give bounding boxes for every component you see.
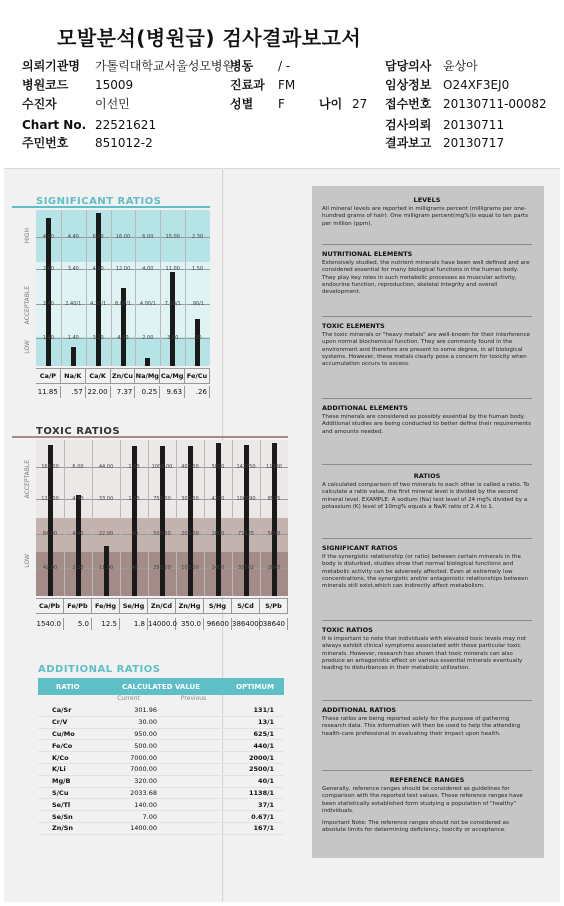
cell-optimum: 1138/1 xyxy=(249,788,274,797)
cell-current: 301.96 xyxy=(134,706,157,715)
sig-category-label: Zn/Cu xyxy=(111,369,136,383)
additional-elements-heading: ADDITIONAL ELEMENTS xyxy=(322,404,408,412)
cell-current: 7.00 xyxy=(142,812,157,821)
sig-tick-label: 1.50 xyxy=(191,266,204,273)
col-optimum: OPTIMUM xyxy=(235,682,275,691)
divider xyxy=(322,316,532,317)
sig-category-label: Ca/Mg xyxy=(160,369,185,383)
ratios-heading: RATIOS xyxy=(413,472,441,480)
cell-optimum: 2500/1 xyxy=(249,765,274,774)
tox-value-label: 1.8 xyxy=(120,618,148,630)
cell-optimum: 131/1 xyxy=(253,706,274,715)
toxic-low-label: LOW xyxy=(24,554,31,568)
sig-bar-fe-cu xyxy=(195,319,200,366)
reference-ranges-text: Generally, reference ranges should be considered as guidelines for comparison with the reported test values. These reference ranges have been statistically established form studying a population of "healthy" individuals. xyxy=(322,786,523,814)
label-request-date: 검사의뢰 xyxy=(385,118,432,132)
sig-category-label: Na/Mg xyxy=(135,369,160,383)
cell-ratio: Se/Sn xyxy=(52,812,73,821)
significant-ratios-values xyxy=(36,386,210,398)
tox-column-divider xyxy=(64,440,65,596)
sig-tick-label: 4.40 xyxy=(67,233,79,240)
tox-column-divider xyxy=(120,440,121,596)
sig-value-label: 22.00 xyxy=(86,386,111,398)
sig-tick-label: 2.40 xyxy=(42,300,54,307)
sig-category-label: Ca/P xyxy=(36,369,61,383)
sig-category-label: Fe/Cu xyxy=(185,369,210,383)
table-row xyxy=(38,705,284,717)
tox-tick-label: 5690 xyxy=(267,530,281,537)
tox-column-divider xyxy=(232,440,233,596)
sig-tick-label: .90/1 xyxy=(191,300,204,307)
table-row xyxy=(38,788,284,800)
tox-category-label: Fe/Pb xyxy=(64,599,92,613)
cell-ratio: S/Cu xyxy=(52,788,69,797)
sig-tick-label: 4.00/1 xyxy=(139,300,156,307)
label-doctor: 담당의사 xyxy=(385,59,432,73)
tox-tick-label: 168.00 xyxy=(41,463,59,470)
tox-bar-fe-hg xyxy=(104,546,109,596)
label-sex: 성별 xyxy=(230,97,254,111)
col-calculated-value: CALCULATED VALUE xyxy=(121,682,200,691)
toxic-ratios-values xyxy=(36,618,288,630)
tox-tick-label: 200.00 xyxy=(181,530,199,537)
tox-tick-label: 71125 xyxy=(238,530,254,537)
sig-value-label: .57 xyxy=(61,386,86,398)
tox-tick-label: 11.00 xyxy=(98,564,114,571)
sig-tick-label: 4.00 xyxy=(42,233,54,240)
significant-ratios-title: SIGNIFICANT RATIOS xyxy=(36,196,162,207)
toxic-ratios-title: TOXIC RATIOS xyxy=(36,426,121,437)
label-chart-no: Chart No. xyxy=(22,118,87,132)
significant-ratios-categories xyxy=(36,368,210,384)
tox-column-divider xyxy=(176,440,177,596)
sig-value-label: 0.25 xyxy=(135,386,160,398)
cell-ratio: Fe/Co xyxy=(52,741,73,750)
tox-value-label: 38640 xyxy=(260,618,288,630)
tox-category-label: Ca/Pb xyxy=(36,599,64,613)
toxic-ratios-chart xyxy=(36,440,288,596)
sig-high-label: HIGH xyxy=(24,228,31,244)
value-receipt-no: 20130711-00082 xyxy=(443,97,547,111)
sig-tick-label: 7.00/1 xyxy=(164,300,181,307)
value-request-date: 20130711 xyxy=(443,118,505,132)
value-ward: / - xyxy=(278,59,291,73)
tox-value-label: 14000.0 xyxy=(148,620,177,628)
significant-ratios-chart xyxy=(36,210,210,366)
cell-current: 140.00 xyxy=(134,800,157,809)
value-department: FM xyxy=(278,78,296,92)
tox-tick-label: 4200 xyxy=(211,496,225,503)
sig-tick-label: 4.20/1 xyxy=(90,300,107,307)
table-row xyxy=(38,811,284,823)
sig-value-label: .26 xyxy=(185,386,210,398)
additional-ratios-table xyxy=(38,678,284,835)
label-hospital-code: 병원코드 xyxy=(22,78,69,92)
tox-tick-label: 126.00 xyxy=(41,496,59,503)
value-clinical-info: O24XF3EJ0 xyxy=(443,78,510,92)
value-institution: 가톨릭대학교서울성모병원 xyxy=(95,59,235,73)
label-ward: 병동 xyxy=(230,59,254,73)
tox-column-divider xyxy=(204,440,205,596)
tox-tick-label: 1000.00 xyxy=(151,463,173,470)
tox-value-label: 3864000 xyxy=(232,620,264,628)
sig-value-label: 9.63 xyxy=(160,386,185,398)
reference-ranges-section xyxy=(322,776,532,835)
label-report-date: 결과보고 xyxy=(385,136,432,150)
sig-tick-label: 3.00 xyxy=(167,334,179,341)
cell-ratio: Cu/Mo xyxy=(52,729,75,738)
sig-tick-label: 2.60 xyxy=(42,266,54,273)
significant-ratios-info xyxy=(322,544,532,590)
sig-tick-label: 1.40 xyxy=(42,334,54,341)
significant-ratios-text: If the synergistic relationship (or ratio) between certain minerals in the body is disturbed, studies show that normal biological functions and metabolic activity can be adversely affected. Even at extremely low concentrations, the synergistic and/or antagonistic relationships between minerals still exist,which can indirectly affect metabolism. xyxy=(322,554,529,590)
table-row xyxy=(38,717,284,729)
tox-tick-label: 500.00 xyxy=(153,530,171,537)
reference-ranges-heading: REFERENCE RANGES xyxy=(389,776,465,784)
table-row xyxy=(38,764,284,776)
cell-ratio: Cr/V xyxy=(52,718,68,727)
tox-column-divider xyxy=(92,440,93,596)
tox-tick-label: 11380 xyxy=(266,463,282,470)
tox-value-label: 96600 xyxy=(204,618,232,630)
sig-tick-label: 12.00 xyxy=(115,266,131,273)
additional-elements-section xyxy=(322,404,532,436)
tox-category-label: Zn/Cd xyxy=(148,599,176,613)
additional-ratios-text: These ratios are being reported solely for the purpose of gathering research data. This information will then be used to help the attending health-care professional in evaluating their impact upon health. xyxy=(322,716,521,737)
sig-value-label: 11.85 xyxy=(36,386,61,398)
toxic-elements-section xyxy=(322,322,532,368)
sig-tick-label: 4.00 xyxy=(117,334,129,341)
value-chart-no: 22521621 xyxy=(95,118,157,132)
sig-tick-label: 15.00 xyxy=(165,233,180,240)
table-row xyxy=(38,799,284,811)
sig-tick-label: 1.40 xyxy=(67,334,79,341)
tox-tick-label: .90 xyxy=(130,530,138,537)
cell-optimum: 40/1 xyxy=(258,777,274,786)
cell-current: 7000.00 xyxy=(130,765,157,774)
sig-tick-label: 4.00 xyxy=(92,266,104,273)
tox-tick-label: 250.00 xyxy=(153,564,171,571)
tox-category-label: Zn/Hg xyxy=(176,599,204,613)
table-row xyxy=(38,823,284,835)
tox-tick-label: 1400 xyxy=(211,564,225,571)
cell-current: 1400.00 xyxy=(130,824,157,833)
ratios-section xyxy=(322,472,532,511)
tox-category-label: S/Hg xyxy=(204,599,232,613)
cell-current: 500.00 xyxy=(134,741,157,750)
value-report-date: 20130717 xyxy=(443,136,505,150)
tox-tick-label: 400.00 xyxy=(181,463,199,470)
tox-bar-fe-pb xyxy=(76,495,81,596)
table-row xyxy=(38,740,284,752)
tox-category-label: Fe/Hg xyxy=(92,599,120,613)
significant-ratios-panel xyxy=(12,206,210,400)
tox-column-divider xyxy=(148,440,149,596)
nutritional-section xyxy=(322,250,532,296)
nutritional-text: Extensively studied, the nutrient minerals have been well defined and are considered essential for many biological functions in the human body. They play key roles in such metabolic processes as muscular activity, endocrine function, reproduction, skeletal integrity and overall development. xyxy=(322,260,530,296)
divider xyxy=(322,700,532,701)
tox-tick-label: 1.80 xyxy=(128,463,140,470)
divider xyxy=(322,464,532,465)
additional-ratios-title: ADDITIONAL RATIOS xyxy=(38,664,161,675)
sig-tick-label: 2.40/1 xyxy=(65,300,82,307)
cell-optimum: 0.67/1 xyxy=(251,812,274,821)
sig-tick-label: 3.20 xyxy=(92,334,104,341)
label-patient: 수진자 xyxy=(22,97,57,111)
value-age: 27 xyxy=(352,97,368,111)
sig-tick-label: 2.00 xyxy=(142,334,154,341)
tox-value-label: 350.0 xyxy=(176,618,204,630)
table-row xyxy=(38,729,284,741)
label-clinical-info: 임상정보 xyxy=(385,78,432,92)
cell-optimum: 167/1 xyxy=(253,824,274,833)
toxic-ratios-text: It is important to note that individuals with elevated toxic levels may not always exhibit clinical symptoms associated with those particular toxic minerals. However, research has shown that toxic minerals can also produce an antagonistic effect on various essential minerals eventually leading to disturbances in their metabolic utilization. xyxy=(322,636,527,672)
tox-category-label: S/Cd xyxy=(232,599,260,613)
sub-previous: Previous xyxy=(180,695,207,702)
cell-ratio: Zn/Sn xyxy=(52,824,74,833)
tox-tick-label: 35562 xyxy=(238,564,254,571)
divider xyxy=(322,538,532,539)
sig-tick-label: 6.00 xyxy=(92,233,104,240)
value-hospital-code: 15009 xyxy=(95,78,134,92)
additional-ratios-subheader xyxy=(38,695,284,705)
tox-tick-label: 84.00 xyxy=(42,530,58,537)
sub-current: Current xyxy=(117,695,140,702)
cell-ratio: K/Li xyxy=(52,765,66,774)
value-sex: F xyxy=(278,97,285,111)
tox-tick-label: 300.00 xyxy=(181,496,199,503)
toxic-ratios-info xyxy=(322,626,532,672)
sig-tick-label: 11.00 xyxy=(165,266,180,273)
tox-tick-label: 42.00 xyxy=(42,564,58,571)
sig-acceptable-label: ACCEPTABLE xyxy=(24,286,31,325)
label-department: 진료과 xyxy=(230,78,265,92)
label-receipt-no: 접수번호 xyxy=(385,97,432,111)
tox-tick-label: 106690 xyxy=(236,496,256,503)
divider xyxy=(322,770,532,771)
label-resident-no: 주민번호 xyxy=(22,136,69,150)
divider xyxy=(322,620,532,621)
sig-tick-label: 4.00 xyxy=(142,266,154,273)
cell-ratio: K/Co xyxy=(52,753,69,762)
tox-tick-label: 8535 xyxy=(267,496,281,503)
sig-tick-label: 6.00 xyxy=(142,233,154,240)
cell-current: 7000.00 xyxy=(130,753,157,762)
toxic-elements-text: The toxic minerals or "heavy metals" are well-known for their interference upon normal biochemical function. They are commonly found in the environment and therefore are present to some degree, in all biological systems. However, these metals clearly pose a concern for toxicity when accumulation occurs to excess. xyxy=(322,332,531,368)
ratios-text: A calculated comparison of two minerals to each other is called a ratio. To calculate a ratio value, the first mineral level is divided by the second mineral level. EXAMPLE: A sodium (Na) test level of 24 mg% divided by a potassium (K) level of 10mg% equals a Na/K ratio of 2.4 to 1. xyxy=(322,482,530,510)
sig-tick-label: 16.00 xyxy=(115,233,131,240)
levels-heading: LEVELS xyxy=(413,196,441,204)
additional-ratios-rows xyxy=(38,705,284,835)
cell-current: 320.00 xyxy=(134,777,157,786)
tox-column-divider xyxy=(260,440,261,596)
levels-section xyxy=(322,196,532,228)
significant-ratios-heading: SIGNIFICANT RATIOS xyxy=(322,544,398,552)
value-patient: 이선민 xyxy=(95,97,130,111)
sig-category-label: Na/K xyxy=(61,369,86,383)
sig-tick-label: 3.40 xyxy=(67,266,79,273)
col-ratio: RATIO xyxy=(56,682,80,691)
sig-bar-ca-p xyxy=(46,218,51,366)
cell-current: 950.00 xyxy=(134,729,157,738)
value-doctor: 윤상아 xyxy=(443,59,478,73)
sig-bar-na-mg xyxy=(145,358,150,366)
cell-current: 2033.68 xyxy=(130,788,157,797)
reference-ranges-note: Important Note: The reference ranges should not be considered as absolute limits for determining deficiency, toxicity or acceptance. xyxy=(322,820,509,834)
tox-tick-label: 2845 xyxy=(267,564,281,571)
tox-tick-label: 1.20 xyxy=(128,496,140,503)
tox-tick-label: 4.40 xyxy=(72,496,84,503)
cell-optimum: 37/1 xyxy=(258,800,274,809)
tox-category-label: Se/Hg xyxy=(120,599,148,613)
levels-text: All mineral levels are reported in milligrams percent (milligrams per one-hundred grams of hair). One milligram percent(mg%)is equal to ten parts per million (ppm). xyxy=(322,206,529,227)
tox-tick-label: 22.00 xyxy=(98,530,114,537)
tox-value-label: 12.5 xyxy=(92,618,120,630)
cell-ratio: Se/Tl xyxy=(52,800,71,809)
toxic-ratios-heading: TOXIC RATIOS xyxy=(322,626,373,634)
divider xyxy=(322,398,532,399)
cell-optimum: 440/1 xyxy=(253,741,274,750)
sig-tick-label: .20 xyxy=(193,334,202,341)
additional-ratios-info xyxy=(322,706,532,738)
tox-tick-label: 6.00 xyxy=(72,463,84,470)
tox-value-label: 1540.0 xyxy=(36,618,64,630)
tox-tick-label: .45 xyxy=(130,564,138,571)
toxic-ratios-categories xyxy=(36,598,288,614)
cell-optimum: 2000/1 xyxy=(249,753,274,762)
tox-tick-label: 2800 xyxy=(211,530,225,537)
cell-current: 30.00 xyxy=(138,718,157,727)
tox-tick-label: 4.40 xyxy=(72,530,84,537)
toxic-acceptable-label: ACCEPTABLE xyxy=(24,460,31,499)
additional-elements-text: These minerals are considered as possibly essential by the human body. Additional studies are being conducted to better define their requirements and amounts needed. xyxy=(322,414,531,435)
toxic-ratios-panel xyxy=(12,436,288,634)
cell-optimum: 13/1 xyxy=(258,718,274,727)
tox-category-label: S/Pb xyxy=(260,599,288,613)
tox-tick-label: 2.20 xyxy=(72,564,84,571)
additional-ratios-header xyxy=(38,678,284,695)
tox-tick-label: 100.00 xyxy=(181,564,199,571)
sig-bar-ca-mg xyxy=(170,272,175,366)
toxic-elements-heading: TOXIC ELEMENTS xyxy=(322,322,385,330)
value-resident-no: 851012-2 xyxy=(95,136,153,150)
tox-tick-label: 142250 xyxy=(236,463,256,470)
tox-tick-label: 33.00 xyxy=(98,496,114,503)
sig-tick-label: 2.30 xyxy=(191,233,204,240)
sig-tick-label: 8.00/1 xyxy=(115,300,131,307)
sig-category-label: Ca/K xyxy=(86,369,111,383)
cell-ratio: Mg/B xyxy=(52,777,71,786)
table-row xyxy=(38,776,284,788)
tox-tick-label: 750.00 xyxy=(153,496,171,503)
sig-low-label: LOW xyxy=(24,340,31,354)
label-institution: 의뢰기관명 xyxy=(22,59,80,73)
label-age: 나이 xyxy=(319,97,343,111)
cell-optimum: 625/1 xyxy=(253,729,274,738)
sig-bar-na-k xyxy=(71,347,76,366)
additional-ratios-heading: ADDITIONAL RATIOS xyxy=(322,706,397,714)
tox-tick-label: 5800 xyxy=(211,463,225,470)
tox-value-label: 5.0 xyxy=(64,618,92,630)
tox-tick-label: 44.00 xyxy=(98,463,114,470)
sig-value-label: 7.37 xyxy=(111,386,136,398)
table-row xyxy=(38,752,284,764)
divider xyxy=(322,244,532,245)
nutritional-heading: NUTRITIONAL ELEMENTS xyxy=(322,250,413,258)
report-title: 모발분석(병원급) 검사결과보고서 xyxy=(57,26,362,50)
cell-ratio: Ca/Sr xyxy=(52,706,72,715)
